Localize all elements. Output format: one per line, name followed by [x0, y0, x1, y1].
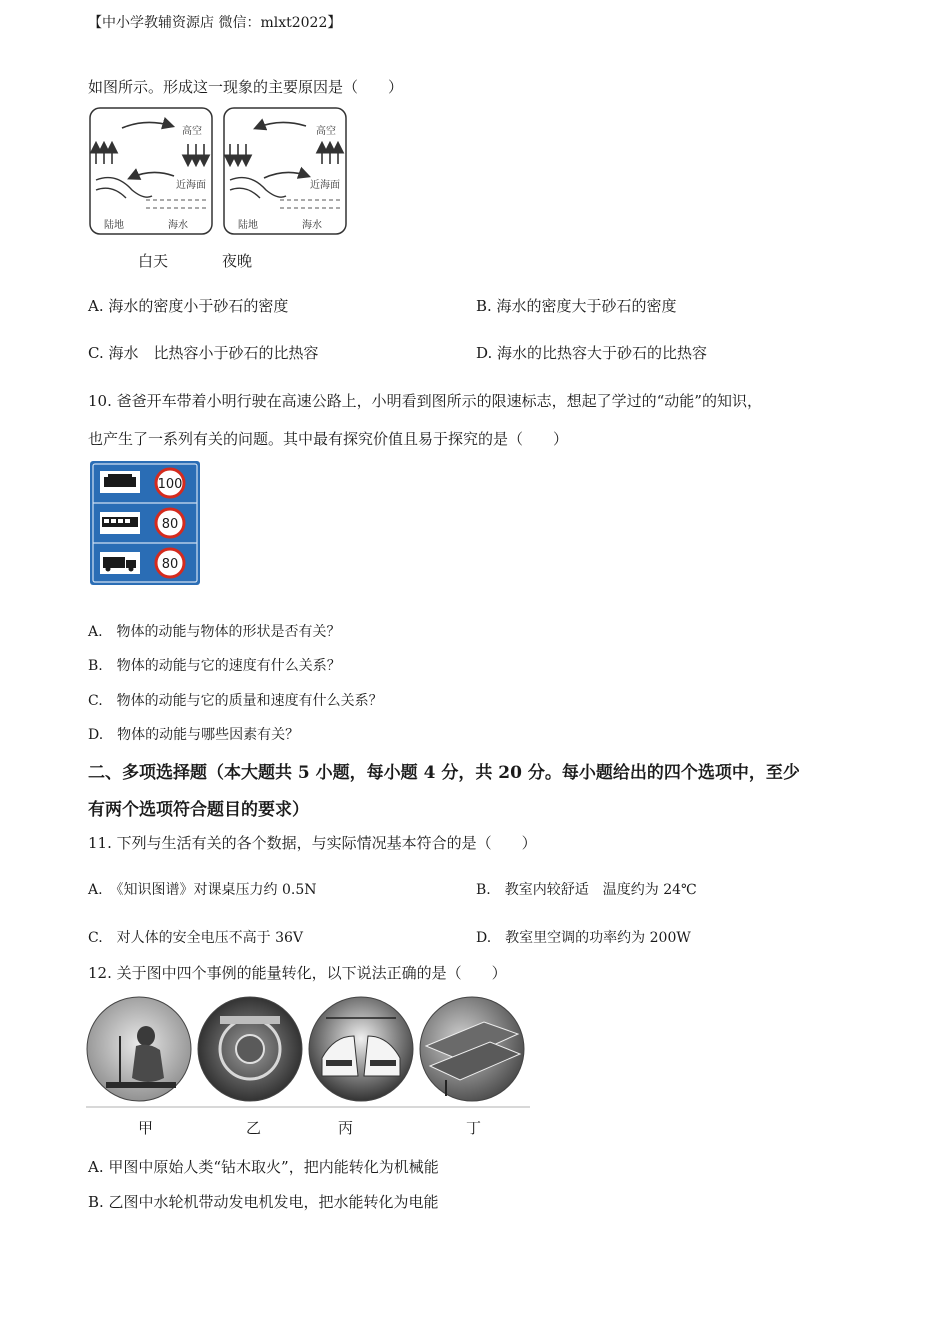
speed-limit-80-bus: 80	[161, 517, 179, 532]
q11-option-d: D. 教室里空调的功率约为 200W	[476, 930, 691, 946]
q9-option-d: D. 海水的比热容大于砂石的比热容	[476, 344, 708, 362]
speed-limit-80-truck: 80	[161, 557, 179, 572]
day-high-label: 高空	[182, 126, 202, 137]
q10-option-b: B. 物体的动能与它的速度有什么关系？	[88, 658, 341, 674]
q12-option-b: B. 乙图中水轮机带动发电机发电，把水能转化为电能	[88, 1193, 439, 1211]
day-surface-label: 近海面	[176, 180, 206, 191]
q10-option-c: C. 物体的动能与它的质量和速度有什么关系？	[88, 693, 383, 709]
photo-yi	[198, 997, 302, 1101]
truck-icon	[100, 552, 140, 574]
night-high-label: 高空	[316, 126, 336, 137]
q9-option-b: B. 海水的密度大于砂石的密度	[476, 297, 677, 315]
section2-heading-line1: 二、多项选择题（本大题共 5 小题，每小题 4 分，共 20 分。每小题给出的四个选项中，至少	[88, 763, 800, 783]
night-land-label: 陆地	[238, 220, 258, 231]
section2-heading-line2: 有两个选项符合题目的要求）	[88, 800, 309, 820]
q10-stem-line1: 10. 爸爸开车带着小明行驶在高速公路上，小明看到图所示的限速标志，想起了学过的“动能”的知识，	[88, 392, 762, 410]
q10-option-d: D. 物体的动能与哪些因素有关？	[88, 727, 300, 743]
caption-bing: 丙	[338, 1119, 354, 1137]
photo-bing	[309, 997, 413, 1101]
energy-examples-figure	[86, 996, 530, 1110]
speed-limit-100: 100	[157, 477, 183, 492]
caption-ding: 丁	[466, 1119, 482, 1137]
day-diagram	[90, 108, 212, 234]
page-header: 【中小学教辅资源店 微信：mlxt2022】	[88, 15, 342, 31]
q10-option-a: A. 物体的动能与物体的形状是否有关？	[88, 624, 341, 640]
night-diagram	[224, 108, 346, 234]
speed-limit-sign	[90, 461, 200, 585]
q11-stem: 11. 下列与生活有关的各个数据，与实际情况基本符合的是（ ）	[88, 834, 537, 852]
caption-yi: 乙	[246, 1119, 262, 1137]
car-icon	[100, 471, 140, 493]
caption-jia: 甲	[138, 1119, 154, 1137]
sea-breeze-figure	[86, 104, 350, 238]
day-sea-label: 海水	[168, 220, 188, 231]
night-sea-label: 海水	[302, 220, 322, 231]
bus-icon	[100, 512, 140, 534]
q9-option-a: A. 海水的密度小于砂石的密度	[88, 297, 289, 315]
photo-ding	[420, 997, 524, 1101]
day-land-label: 陆地	[104, 220, 124, 231]
q9-option-c: C. 海水 比热容小于砂石的比热容	[88, 344, 319, 362]
q10-stem-line2: 也产生了一系列有关的问题。其中最有探究价值且易于探究的是（ ）	[88, 430, 569, 448]
photo-jia	[87, 997, 191, 1101]
q11-option-a: A. 《知识图谱》对课桌压力约 0.5N	[88, 882, 317, 898]
night-caption: 夜晚	[222, 252, 253, 270]
q12-stem: 12. 关于图中四个事例的能量转化，以下说法正确的是（ ）	[88, 964, 507, 982]
q11-option-c: C. 对人体的安全电压不高于 36V	[88, 930, 304, 946]
q12-option-a: A. 甲图中原始人类“钻木取火”，把内能转化为机械能	[88, 1158, 439, 1176]
day-caption: 白天	[138, 252, 169, 270]
q11-option-b: B. 教室内较舒适 温度约为 24℃	[476, 882, 697, 898]
night-surface-label: 近海面	[310, 180, 340, 191]
q9-stem: 如图所示。形成这一现象的主要原因是（ ）	[88, 78, 404, 96]
